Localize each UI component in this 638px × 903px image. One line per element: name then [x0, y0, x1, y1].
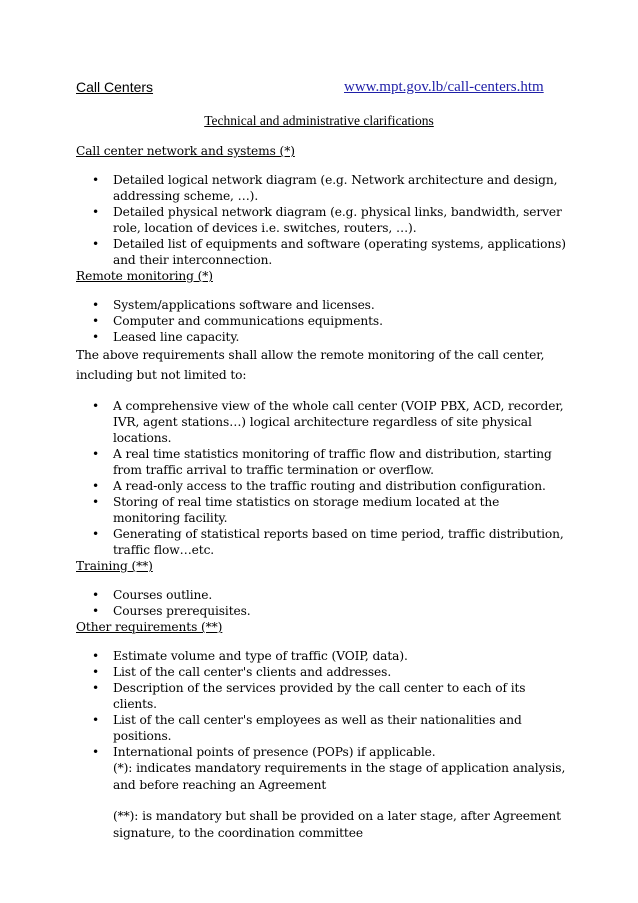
list-item: • List of the call center's clients and addresses.	[113, 664, 566, 680]
list-item: • Leased line capacity.	[113, 329, 566, 345]
note-mandatory-double-asterisk: (**): is mandatory but shall be provided on a later stage, after Agreement signature, to the coordination committee	[113, 809, 561, 840]
list-item: • Courses prerequisites.	[113, 603, 566, 619]
list-item: • List of the call center's employees as well as their nationalities and positions.	[113, 712, 566, 744]
list-item: • Detailed logical network diagram (e.g. Network architecture and design, addressing scheme, …).	[113, 172, 566, 204]
list-item: • Storing of real time statistics on storage medium located at the monitoring facility.	[113, 494, 566, 526]
list-item: • Description of the services provided by the call center to each of its clients.	[113, 680, 566, 712]
document-title: Technical and administrative clarifications	[204, 113, 434, 128]
document-body	[76, 143, 566, 842]
note-mandatory-single-asterisk: (*): indicates mandatory requirements in the stage of application analysis, and before reaching an Agreement	[113, 761, 566, 792]
remote-monitoring-capabilities-list	[76, 398, 566, 558]
section-heading-remote-monitoring: Remote monitoring (*)	[76, 269, 213, 283]
section-heading-other-requirements: Other requirements (**)	[76, 620, 223, 634]
section-heading-network: Call center network and systems (*)	[76, 144, 295, 158]
list-item: • Generating of statistical reports based on time period, traffic distribution, traffic flow…etc.	[113, 526, 566, 558]
list-item: • Estimate volume and type of traffic (VOIP, data).	[113, 648, 566, 664]
network-requirements-list	[76, 172, 566, 268]
training-list	[76, 587, 566, 619]
list-item: • Courses outline.	[113, 587, 566, 603]
section-heading-training: Training (**)	[76, 559, 153, 573]
header-title: Call Centers	[76, 79, 154, 95]
list-item: • Detailed physical network diagram (e.g. physical links, bandwidth, server role, location of devices i.e. switches, routers, …).	[113, 204, 566, 236]
remote-monitoring-paragraph: The above requirements shall allow the remote monitoring of the call center, including but not limited to:	[76, 348, 545, 382]
remote-monitoring-list	[76, 297, 566, 345]
other-requirements-list	[76, 648, 566, 760]
list-item: • Computer and communications equipments.	[113, 313, 566, 329]
list-item: • System/applications software and licenses.	[113, 297, 566, 313]
list-item: • A real time statistics monitoring of traffic flow and distribution, starting from traffic arrival to traffic termination or overflow.	[113, 446, 566, 478]
header-url-link[interactable]: www.mpt.gov.lb/call-centers.htm	[344, 79, 544, 95]
list-item: • Detailed list of equipments and software (operating systems, applications) and their interconnection.	[113, 236, 566, 268]
list-item: • International points of presence (POPs) if applicable.	[113, 744, 566, 760]
list-item: • A comprehensive view of the whole call center (VOIP PBX, ACD, recorder, IVR, agent stations…) logical architecture regardless of site physical locations.	[113, 398, 566, 446]
list-item: • A read-only access to the traffic routing and distribution configuration.	[113, 478, 566, 494]
